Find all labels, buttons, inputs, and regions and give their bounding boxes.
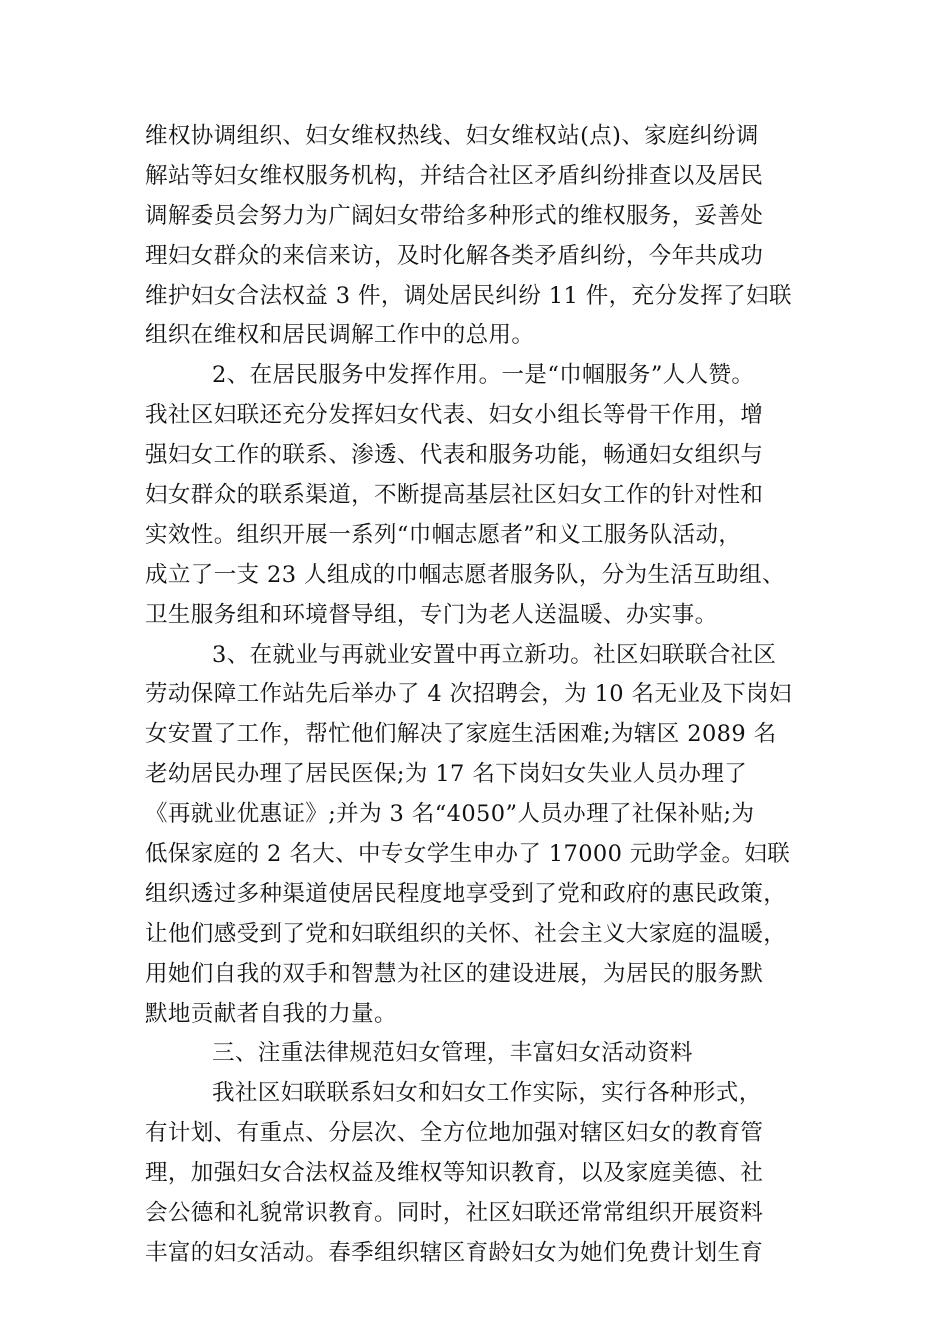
text-line: 会公德和礼貌常识教育。同时，社区妇联还常常组织开展资料 (145, 1200, 764, 1227)
text-line: 3、在就业与再就业安置中再立新功。社区妇联联合社区 (212, 641, 777, 668)
text-line: 维护妇女合法权益 3 件，调处居民纠纷 11 件，充分发挥了妇联 (145, 282, 792, 309)
text-line: 有计划、有重点、分层次、全方位地加强对辖区妇女的教育管 (145, 1120, 764, 1147)
text-line: 理妇女群众的来信来访，及时化解各类矛盾纠纷，今年共成功 (145, 242, 764, 269)
text-line: 用她们自我的双手和智慧为社区的建设进展，为居民的服务默 (145, 960, 764, 987)
text-line: 妇女群众的联系渠道，不断提高基层社区妇女工作的针对性和 (145, 482, 764, 509)
text-line: 三、注重法律规范妇女管理，丰富妇女活动资料 (212, 1040, 693, 1067)
text-line: 组织透过多种渠道使居民程度地享受到了党和政府的惠民政策， (145, 880, 787, 907)
text-line: 成立了一支 23 人组成的巾帼志愿者服务队，分为生活互助组、 (145, 561, 785, 588)
text-line: 卫生服务组和环境督导组，专门为老人送温暖、办实事。 (145, 601, 718, 628)
text-line: 劳动保障工作站先后举办了 4 次招聘会，为 10 名无业及下岗妇 (145, 681, 792, 708)
text-line: 低保家庭的 2 名大、中专女学生申办了 17000 元助学金。妇联 (145, 841, 791, 868)
text-line: 丰富的妇女活动。春季组织辖区育龄妇女为她们免费计划生育 (145, 1239, 764, 1266)
text-line: 《再就业优惠证》;并为 3 名“4050”人员办理了社保补贴;为 (145, 801, 755, 828)
text-line: 调解委员会努力为广阔妇女带给多种形式的维权服务，妥善处 (145, 202, 764, 229)
text-line: 强妇女工作的联系、渗透、代表和服务功能，畅通妇女组织与 (145, 442, 764, 469)
text-line: 我社区妇联还充分发挥妇女代表、妇女小组长等骨干作用，增 (145, 402, 764, 429)
text-line: 女安置了工作，帮忙他们解决了家庭生活困难;为辖区 2089 名 (145, 721, 777, 748)
text-line: 我社区妇联联系妇女和妇女工作实际，实行各种形式， (212, 1080, 762, 1107)
text-line: 2、在居民服务中发挥作用。一是“巾帼服务”人人赞。 (212, 362, 755, 389)
text-line: 默地贡献者自我的力量。 (145, 1000, 397, 1027)
text-line: 理，加强妇女合法权益及维权等知识教育，以及家庭美德、社 (145, 1160, 764, 1187)
document-body (145, 117, 805, 1274)
text-line: 让他们感受到了党和妇联组织的关怀、社会主义大家庭的温暖， (145, 920, 787, 947)
text-line: 实效性。组织开展一系列“巾帼志愿者”和义工服务队活动， (145, 521, 742, 548)
text-line: 老幼居民办理了居民医保;为 17 名下岗妇女失业人员办理了 (145, 761, 748, 788)
text-line: 解站等妇女维权服务机构，并结合社区矛盾纠纷排查以及居民 (145, 162, 764, 189)
text-line: 维权协调组织、妇女维权热线、妇女维权站(点)、家庭纠纷调 (145, 123, 759, 149)
text-line: 组织在维权和居民调解工作中的总用。 (145, 322, 535, 349)
